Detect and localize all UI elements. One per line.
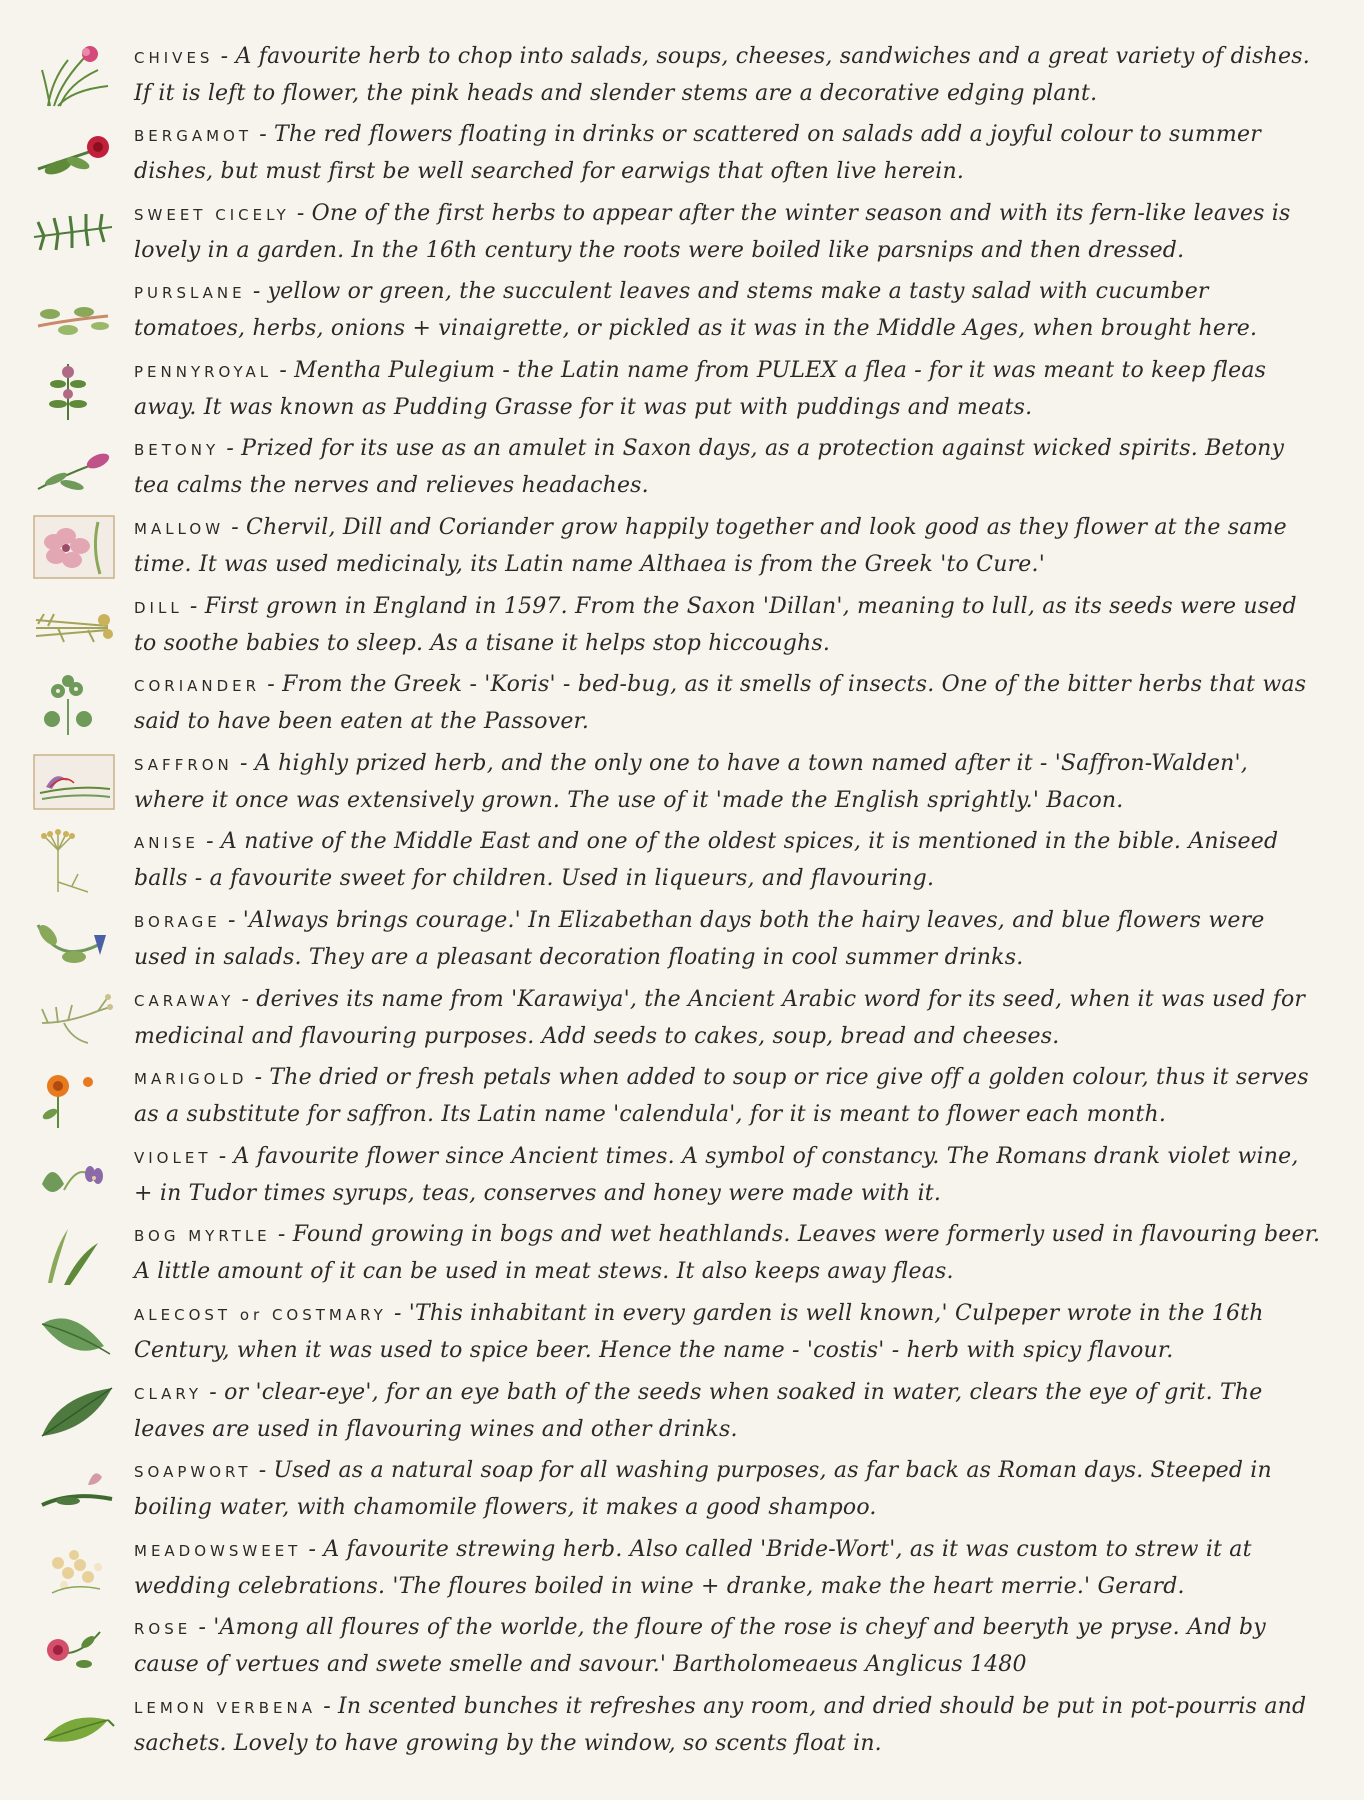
entry-clary	[28, 1372, 1324, 1450]
herb-description: - Prized for its use as an amulet in Saxon days, as a protection against wicked spirits. Betony tea calms the nerves and relieves headaches.	[134, 436, 1285, 499]
herb-description: - A favourite strewing herb. Also called 'Bride-Wort', as it was custom to strew it at wedding celebrations. 'The floures boiled in wine + dranke, make the heart merrie.' Gerard.	[134, 1536, 1252, 1599]
herb-name: MARIGOLD	[134, 1070, 248, 1089]
entry-pennyroyal	[28, 350, 1324, 428]
herb-description: - derives its name from 'Karawiya', the Ancient Arabic word for its seed, when it was used for medicinal and flavouring purposes. Add seeds to cakes, soup, bread and cheeses.	[134, 986, 1306, 1049]
entry-borage	[28, 901, 1324, 979]
entry-chives	[28, 36, 1324, 114]
entry-mallow	[28, 508, 1324, 586]
herb-description: - 'Among all floures of the worlde, the floure of the rose is cheyf and beeryth ye pryse. And by cause of vertues and swete smelle and savour.' Bartholomeaeus Anglicus 1480	[134, 1615, 1266, 1678]
herb-name: CLARY	[134, 1384, 203, 1403]
entry-caraway	[28, 979, 1324, 1057]
entry-meadowsweet	[28, 1529, 1324, 1607]
herb-description: - A highly prized herb, and the only one to have a town named after it - 'Saffron-Walden', where it once was extensively grown. The use of it 'made the English sprightly.' Bacon.	[134, 750, 1248, 813]
entry-sweet-cicely	[28, 193, 1324, 271]
pennyroyal-icon	[28, 354, 120, 424]
herb-description: - From the Greek - 'Koris' - bed-bug, as it smells of insects. One of the bitter herbs that was said to have been eaten at the Passover.	[134, 672, 1307, 735]
herb-description: - In scented bunches it refreshes any room, and dried should be put in pot-pourris and sachets. Lovely to have growing by the window, so scents float in.	[134, 1693, 1307, 1756]
entry-marigold	[28, 1058, 1324, 1136]
entry-betony	[28, 429, 1324, 507]
chives-icon	[28, 40, 120, 110]
herb-name: LEMON VERBENA	[134, 1698, 316, 1717]
herb-description: - The red flowers floating in drinks or scattered on salads add a joyful colour to summer dishes, but must first be well searched for earwigs that often live herein.	[134, 122, 1261, 185]
alecost-icon	[28, 1298, 120, 1368]
saffron-icon	[28, 747, 120, 817]
coriander-icon	[28, 669, 120, 739]
entry-bog-myrtle	[28, 1215, 1324, 1293]
herb-name: DILL	[134, 598, 183, 617]
entry-alecost	[28, 1294, 1324, 1372]
entry-bergamot	[28, 115, 1324, 193]
herb-name: SAFFRON	[134, 755, 233, 774]
herb-name: BOG MYRTLE	[134, 1227, 271, 1246]
herb-name: SWEET CICELY	[134, 205, 290, 224]
sweet-cicely-icon	[28, 197, 120, 267]
herb-name: CHIVES	[134, 48, 214, 67]
herb-description: - A favourite herb to chop into salads, soups, cheeses, sandwiches and a great variety of dishes. If it is left to flower, the pink heads and slender stems are a decorative edging plant.	[134, 43, 1310, 106]
herb-description: - Used as a natural soap for all washing purposes, as far back as Roman days. Steeped in boiling water, with chamomile flowers, it makes a good shampoo.	[134, 1458, 1272, 1521]
entry-coriander	[28, 665, 1324, 743]
clary-icon	[28, 1376, 120, 1446]
herb-name: ALECOST or COSTMARY	[134, 1306, 387, 1324]
herb-name: CORIANDER	[134, 677, 261, 696]
entry-dill	[28, 586, 1324, 664]
herb-name: CARAWAY	[134, 991, 235, 1010]
herb-name: SOAPWORT	[134, 1463, 252, 1482]
rose-icon	[28, 1612, 120, 1682]
meadowsweet-icon	[28, 1533, 120, 1603]
herb-name: MEADOWSWEET	[134, 1541, 302, 1560]
borage-icon	[28, 905, 120, 975]
herb-description: - Mentha Pulegium - the Latin name from PULEX a flea - for it was meant to keep fleas away. It was known as Pudding Grasse for it was put with puddings and meats.	[134, 357, 1267, 420]
herb-description: - One of the first herbs to appear after the winter season and with its fern-like leaves is lovely in a garden. In the 16th century the roots were boiled like parsnips and then dressed.	[134, 200, 1291, 263]
herb-name: BERGAMOT	[134, 127, 252, 146]
herb-description: - The dried or fresh petals when added to soup or rice give off a golden colour, thus it serves as a substitute for saffron. Its Latin name 'calendula', for it is meant to flower each month.	[134, 1065, 1309, 1128]
entry-saffron	[28, 743, 1324, 821]
herb-description: - 'Always brings courage.' In Elizabethan days both the hairy leaves, and blue flowers were used in salads. They are a pleasant decoration floating in cool summer drinks.	[134, 908, 1265, 971]
herb-description: - or 'clear-eye', for an eye bath of the seeds when soaked in water, clears the eye of grit. The leaves are used in flavouring wines and other drinks.	[134, 1379, 1263, 1442]
herb-name: MALLOW	[134, 520, 225, 539]
herb-description: - yellow or green, the succulent leaves and stems make a tasty salad with cucumber tomatoes, herbs, onions + vinaigrette, or pickled as it was in the Middle Ages, when brought here.	[134, 279, 1258, 342]
entry-soapwort	[28, 1451, 1324, 1529]
entry-lemon-verbena	[28, 1686, 1324, 1764]
entry-violet	[28, 1136, 1324, 1214]
herb-description: - First grown in England in 1597. From the Saxon 'Dillan', meaning to lull, as its seeds were used to soothe babies to sleep. As a tisane it helps stop hiccoughs.	[134, 593, 1297, 656]
herb-name: PENNYROYAL	[134, 362, 273, 381]
entry-purslane	[28, 272, 1324, 350]
bog-myrtle-icon	[28, 1219, 120, 1289]
marigold-icon	[28, 1062, 120, 1132]
purslane-icon	[28, 276, 120, 346]
herb-name: VIOLET	[134, 1148, 212, 1167]
entry-anise	[28, 822, 1324, 900]
lemon-verbena-icon	[28, 1690, 120, 1760]
herb-description: - Found growing in bogs and wet heathlands. Leaves were formerly used in flavouring beer. A little amount of it can be used in meat stews. It also keeps away fleas.	[134, 1222, 1321, 1285]
caraway-icon	[28, 983, 120, 1053]
mallow-icon	[28, 512, 120, 582]
violet-icon	[28, 1140, 120, 1210]
herb-name: ANISE	[134, 834, 199, 853]
betony-icon	[28, 433, 120, 503]
herb-name: ROSE	[134, 1620, 192, 1639]
herb-name: BETONY	[134, 441, 220, 460]
herb-description: - A favourite flower since Ancient times. A symbol of constancy. The Romans drank violet wine, + in Tudor times syrups, teas, conserves and honey were made with it.	[134, 1143, 1299, 1206]
soapwort-icon	[28, 1455, 120, 1525]
entry-rose	[28, 1608, 1324, 1686]
bergamot-icon	[28, 119, 120, 189]
dill-icon	[28, 590, 120, 660]
herb-description: - A native of the Middle East and one of the oldest spices, it is mentioned in the bible. Aniseed balls - a favourite sweet for children. Used in liqueurs, and flavouring.	[134, 829, 1279, 892]
herb-description: - 'This inhabitant in every garden is well known,' Culpeper wrote in the 16th Century, when it was used to spice beer. Hence the name - 'costis' - herb with spicy flavour.	[134, 1301, 1264, 1363]
anise-icon	[28, 826, 120, 896]
herb-description: - Chervil, Dill and Coriander grow happily together and look good as they flower at the same time. It was used medicinaly, its Latin name Althaea is from the Greek 'to Cure.'	[134, 515, 1287, 578]
herb-name: BORAGE	[134, 913, 221, 932]
herb-name: PURSLANE	[134, 284, 246, 303]
